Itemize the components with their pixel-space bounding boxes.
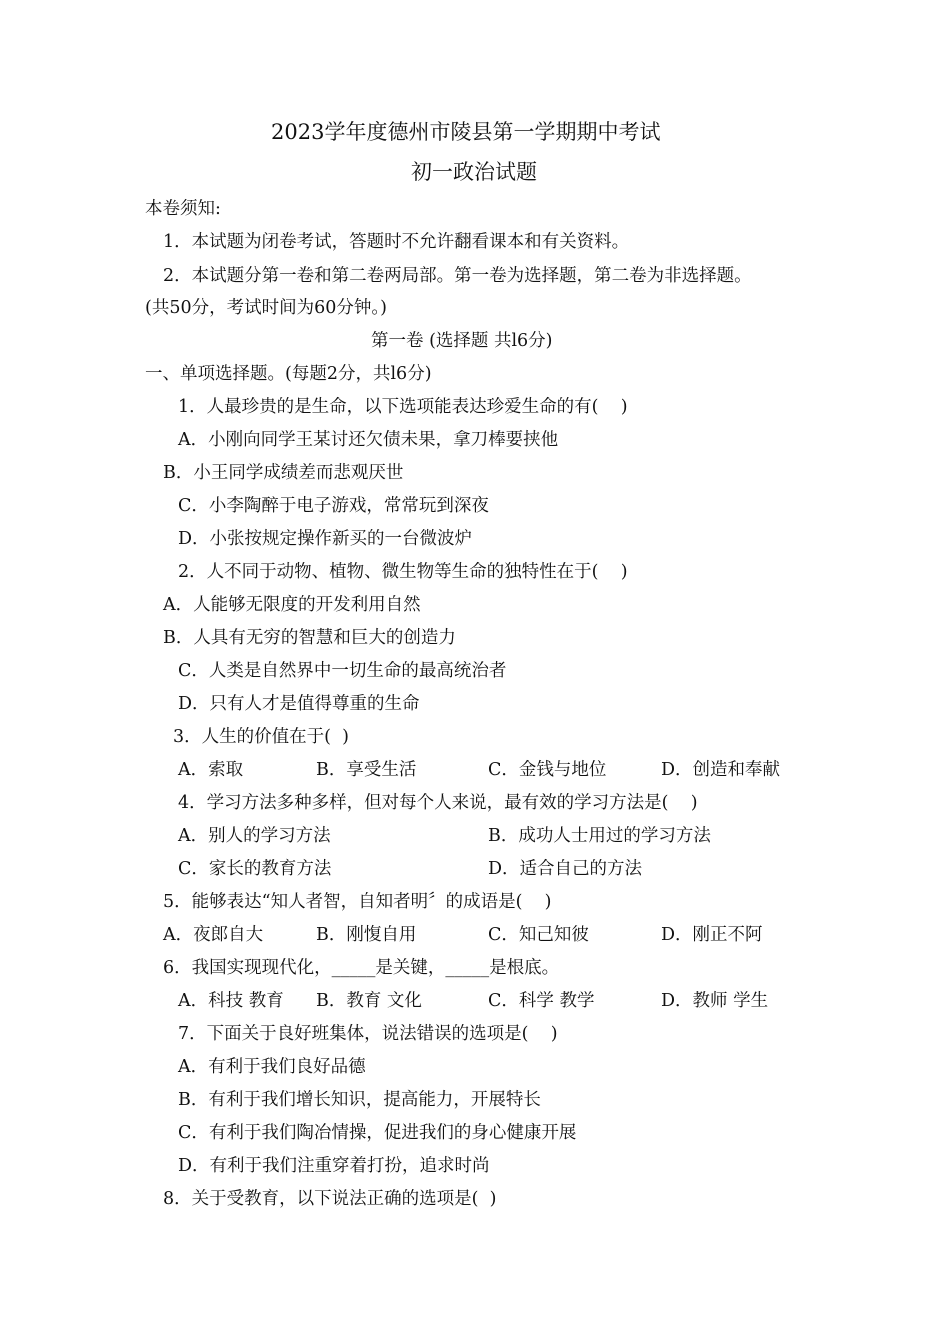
- question-5-option-a: A．夜郎自大: [163, 925, 264, 945]
- question-2-option-d: D．只有人才是值得尊重的生命: [178, 694, 420, 714]
- question-7-stem: 7．下面关于良好班集体，说法错误的选项是( ): [178, 1024, 558, 1044]
- question-6-option-c: C．科学 教学: [488, 991, 595, 1011]
- question-7-option-a: A．有利于我们良好品德: [178, 1057, 366, 1077]
- document-title: 2023学年度德州市陵县第一学期期中考试: [271, 120, 661, 144]
- question-5-option-b: B．刚愎自用: [316, 925, 417, 945]
- question-4-option-b: B．成功人士用过的学习方法: [488, 826, 711, 846]
- question-5-option-c: C．知己知彼: [488, 925, 589, 945]
- notice-item-2: 2．本试题分第一卷和第二卷两局部。第一卷为选择题，第二卷为非选择题。: [163, 266, 752, 286]
- question-8-stem: 8．关于受教育，以下说法正确的选项是( ): [163, 1189, 497, 1209]
- notice-heading: 本卷须知:: [145, 199, 221, 219]
- question-7-option-d: D．有利于我们注重穿着打扮，追求时尚: [178, 1156, 490, 1176]
- notice-item-2-continued: (共50分，考试时间为60分钟。): [145, 298, 387, 318]
- question-4-option-c: C．家长的教育方法: [178, 859, 332, 879]
- question-2-option-c: C．人类是自然界中一切生命的最高统治者: [178, 661, 507, 681]
- question-4-option-a: A．别人的学习方法: [178, 826, 331, 846]
- question-4-stem: 4．学习方法多种多样，但对每个人来说，最有效的学习方法是( ): [178, 793, 698, 813]
- volume-title: 第一卷 (选择题 共l6分): [371, 331, 553, 351]
- question-5-option-d: D．刚正不阿: [661, 925, 763, 945]
- question-3-stem: 3．人生的价值在于( ): [173, 727, 349, 747]
- question-7-option-b: B．有利于我们增长知识，提高能力，开展特长: [178, 1090, 541, 1110]
- question-6-option-b: B．教育 文化: [316, 991, 422, 1011]
- part-title: 一、单项选择题。(每题2分，共l6分): [145, 364, 432, 384]
- question-3-option-a: A．索取: [178, 760, 244, 780]
- question-7-option-c: C．有利于我们陶冶情操，促进我们的身心健康开展: [178, 1123, 577, 1143]
- question-2-option-b: B．人具有无穷的智慧和巨大的创造力: [163, 628, 456, 648]
- question-3-option-c: C．金钱与地位: [488, 760, 607, 780]
- question-3-option-b: B．享受生活: [316, 760, 417, 780]
- question-1-option-d: D．小张按规定操作新买的一台微波炉: [178, 529, 473, 549]
- question-6-stem: 6．我国实现现代化，_____是关键，_____是根底。: [163, 958, 560, 978]
- question-4-option-d: D．适合自己的方法: [488, 859, 643, 879]
- question-5-stem: 5．能够表达“知人者智，自知者明〞的成语是( ): [163, 892, 552, 912]
- question-2-stem: 2．人不同于动物、植物、微生物等生命的独特性在于( ): [178, 562, 628, 582]
- question-3-option-d: D．创造和奉献: [661, 760, 781, 780]
- question-1-option-a: A．小刚向同学王某讨还欠债未果，拿刀棒要挟他: [178, 430, 559, 450]
- question-1-option-b: B．小王同学成绩差而悲观厌世: [163, 463, 404, 483]
- notice-item-1: 1．本试题为闭卷考试，答题时不允许翻看课本和有关资料。: [163, 232, 630, 252]
- question-2-option-a: A．人能够无限度的开发利用自然: [163, 595, 421, 615]
- document-subtitle: 初一政治试题: [411, 160, 537, 184]
- question-6-option-d: D．教师 学生: [661, 991, 769, 1011]
- question-1-option-c: C．小李陶醉于电子游戏，常常玩到深夜: [178, 496, 489, 516]
- question-6-option-a: A．科技 教育: [178, 991, 284, 1011]
- question-1-stem: 1．人最珍贵的是生命，以下选项能表达珍爱生命的有( ): [178, 397, 628, 417]
